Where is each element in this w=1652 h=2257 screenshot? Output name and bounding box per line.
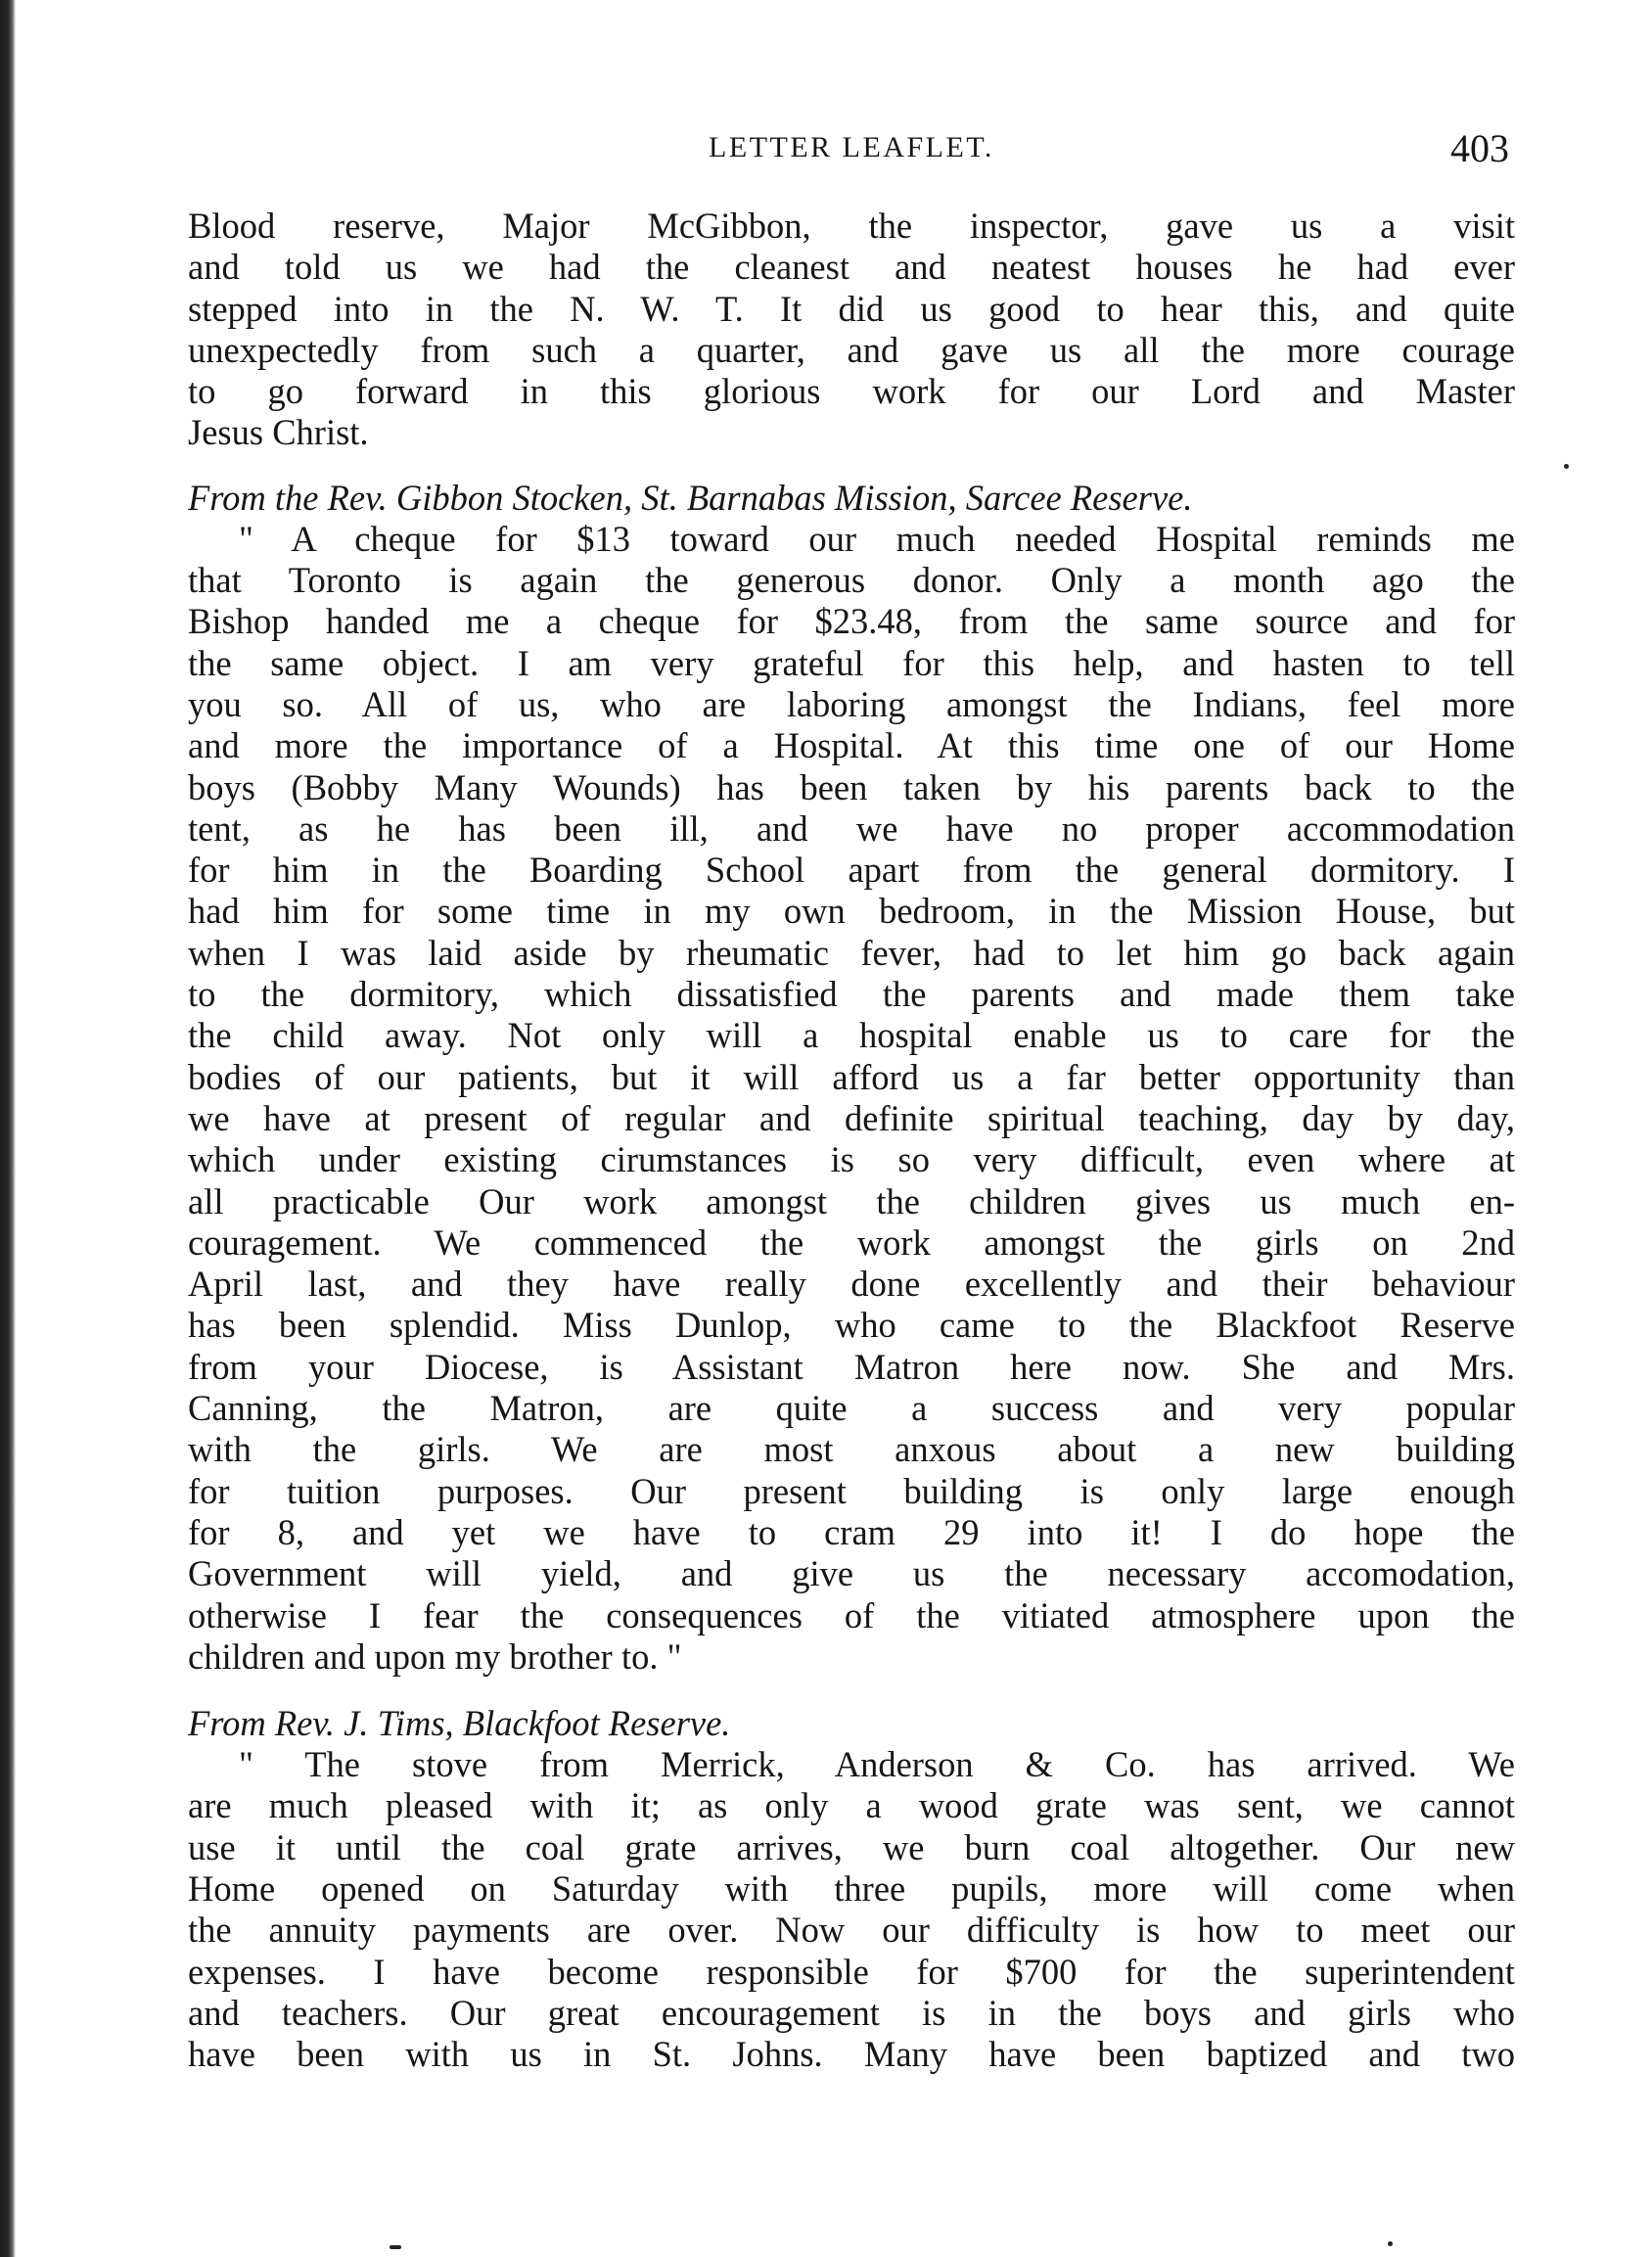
text-line: expenses. I have become responsible for $700 for the superintendent xyxy=(188,1951,1515,1992)
text-line: when I was laid aside by rheumatic fever, had to let him go back again xyxy=(188,932,1515,973)
text-block xyxy=(188,206,1515,2075)
text-line: that Toronto is again the generous donor. Only a month ago the xyxy=(188,560,1515,601)
letter-stocken xyxy=(188,478,1515,1678)
text-line: Bishop handed me a cheque for $23.48, from the same source and for xyxy=(188,601,1515,642)
text-line: the annuity payments are over. Now our difficulty is how to meet our xyxy=(188,1910,1515,1951)
text-line: " The stove from Merrick, Anderson & Co. has arrived. We xyxy=(239,1744,1515,1785)
letter-heading: From the Rev. Gibbon Stocken, St. Barnabas Mission, Sarcee Reserve. xyxy=(188,477,1193,518)
text-line: Jesus Christ. xyxy=(188,412,369,453)
text-line: the child away. Not only will a hospital enable us to care for the xyxy=(188,1015,1515,1056)
text-line: and more the importance of a Hospital. At this time one of our Home xyxy=(188,725,1515,766)
text-line: tent, as he has been ill, and we have no proper accommodation xyxy=(188,807,1515,849)
text-line: Government will yield, and give us the necessary accomodation, xyxy=(188,1553,1515,1594)
running-head xyxy=(186,125,1517,174)
ink-speck xyxy=(1388,2241,1393,2246)
text-line: and teachers. Our great encouragement is in the boys and girls who xyxy=(188,1992,1515,2033)
section-gap xyxy=(188,454,1515,478)
text-line: for him in the Boarding School apart from the general dormitory. I xyxy=(188,850,1515,891)
text-line: from your Diocese, is Assistant Matron here now. She and Mrs. xyxy=(188,1346,1515,1387)
text-line: children and upon my brother to. " xyxy=(188,1635,682,1677)
text-line: you so. All of us, who are laboring amongst the Indians, feel more xyxy=(188,683,1515,724)
text-line: all practicable Our work amongst the children gives us much en- xyxy=(188,1180,1515,1221)
continued-paragraph xyxy=(188,206,1515,454)
text-line: Home opened on Saturday with three pupils, more will come when xyxy=(188,1867,1515,1909)
text-line: bodies of our patients, but it will afford us a far better opportunity than xyxy=(188,1056,1515,1097)
section-gap xyxy=(188,1678,1515,1703)
text-line: the same object. I am very grateful for this help, and hasten to tell xyxy=(188,642,1515,683)
text-line: Blood reserve, Major McGibbon, the inspector, gave us a visit xyxy=(188,206,1515,246)
text-line: have been with us in St. Johns. Many have been baptized and two xyxy=(188,2034,1515,2075)
text-line: are much pleased with it; as only a wood grate was sent, we cannot xyxy=(188,1785,1515,1826)
text-line: and told us we had the cleanest and neatest houses he had ever xyxy=(188,247,1515,288)
page-number: 403 xyxy=(1450,126,1509,170)
text-line: we have at present of regular and definite spiritual teaching, day by day, xyxy=(188,1097,1515,1138)
text-line: " A cheque for $13 toward our much needed Hospital reminds me xyxy=(239,518,1515,559)
ink-speck xyxy=(390,2245,401,2249)
text-line: couragement. We commenced the work amongst the girls on 2nd xyxy=(188,1221,1515,1263)
letter-tims xyxy=(188,1703,1515,2075)
ink-speck xyxy=(1564,464,1569,469)
text-line: unexpectedly from such a quarter, and gave us all the more courage xyxy=(188,329,1515,370)
text-line: Canning, the Matron, are quite a success and very popular xyxy=(188,1388,1515,1429)
text-line: boys (Bobby Many Wounds) has been taken by his parents back to the xyxy=(188,766,1515,807)
text-line: to go forward in this glorious work for our Lord and Master xyxy=(188,371,1515,412)
text-line: has been splendid. Miss Dunlop, who came to the Blackfoot Reserve xyxy=(188,1305,1515,1346)
text-line: which under existing cirumstances is so very difficult, even where at xyxy=(188,1139,1515,1180)
text-line: otherwise I fear the consequences of the vitiated atmosphere upon the xyxy=(188,1594,1515,1635)
text-line: with the girls. We are most anxous about a new building xyxy=(188,1429,1515,1470)
text-line: stepped into in the N. W. T. It did us good to hear this, and quite xyxy=(188,288,1515,329)
text-line: for 8, and yet we have to cram 29 into it! I do hope the xyxy=(188,1511,1515,1552)
running-title: LETTER LEAFLET. xyxy=(709,131,994,163)
letter-heading: From Rev. J. Tims, Blackfoot Reserve. xyxy=(188,1703,731,1744)
text-line: for tuition purposes. Our present building is only large enough xyxy=(188,1470,1515,1511)
text-line: had him for some time in my own bedroom, in the Mission House, but xyxy=(188,891,1515,932)
binding-edge xyxy=(0,0,16,2257)
text-line: April last, and they have really done excellently and their behaviour xyxy=(188,1264,1515,1305)
text-line: to the dormitory, which dissatisfied the parents and made them take xyxy=(188,974,1515,1015)
text-line: use it until the coal grate arrives, we burn coal altogether. Our new xyxy=(188,1826,1515,1867)
